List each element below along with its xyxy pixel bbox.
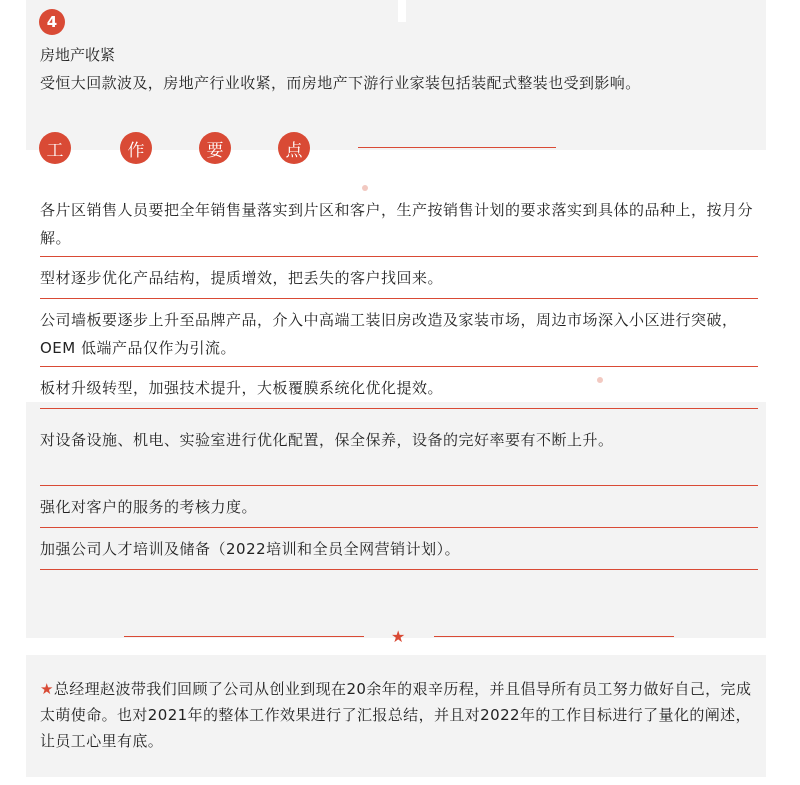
work-point-divider xyxy=(40,298,758,299)
section-header-char-1: 工 xyxy=(39,132,71,164)
separator-line-right xyxy=(434,636,674,637)
summary-paragraph xyxy=(40,676,762,754)
section-number-badge: 4 xyxy=(39,9,65,35)
star-icon: ★ xyxy=(40,680,54,698)
top-panel-left xyxy=(26,0,398,22)
work-point-5: 对设备设施、机电、实验室进行优化配置，保全保养，设备的完好率要有不断上升。 xyxy=(40,431,614,449)
work-point-2: 型材逐步优化产品结构，提质增效，把丢失的客户找回来。 xyxy=(40,269,444,287)
separator-line-left xyxy=(124,636,364,637)
intro-body: 受恒大回款波及，房地产行业收紧，而房地产下游行业家装包括装配式整装也受到影响。 xyxy=(40,74,641,92)
top-panel-right xyxy=(406,0,766,22)
work-point-divider xyxy=(40,256,758,257)
work-point-1: 各片区销售人员要把全年销售量落实到片区和客户，生产按销售计划的要求落实到具体的品种上，按月分解。 xyxy=(40,201,754,247)
summary-text: 总经理赵波带我们回顾了公司从创业到现在20余年的艰辛历程，并且倡导所有员工努力做好自己，完成太萌使命。也对2021年的整体工作效果进行了汇报总结，并且对2022年的工作目标进行了量化的阐述，让员工心里有底。 xyxy=(40,680,752,750)
section-header-char-3: 要 xyxy=(199,132,231,164)
work-point-3: 公司墙板要逐步上升至品牌产品，介入中高端工装旧房改造及家装市场，周边市场深入小区进行突破，OEM 低端产品仅作为引流。 xyxy=(40,311,738,357)
section-header-char-2: 作 xyxy=(120,132,152,164)
work-point-divider xyxy=(40,485,758,486)
work-point-4: 板材升级转型，加强技术提升，大板覆膜系统化优化提效。 xyxy=(40,379,444,397)
decorative-dot xyxy=(362,185,368,191)
work-point-divider xyxy=(40,366,758,367)
intro-title: 房地产收紧 xyxy=(40,46,116,64)
work-point-divider xyxy=(40,408,758,409)
star-icon: ★ xyxy=(391,627,406,646)
work-point-6: 强化对客户的服务的考核力度。 xyxy=(40,498,258,516)
work-point-7: 加强公司人才培训及储备（2022培训和全员全网营销计划）。 xyxy=(40,540,461,558)
work-point-divider xyxy=(40,569,758,570)
section-header-line xyxy=(358,147,556,148)
section-header-char-4: 点 xyxy=(278,132,310,164)
work-point-divider xyxy=(40,527,758,528)
